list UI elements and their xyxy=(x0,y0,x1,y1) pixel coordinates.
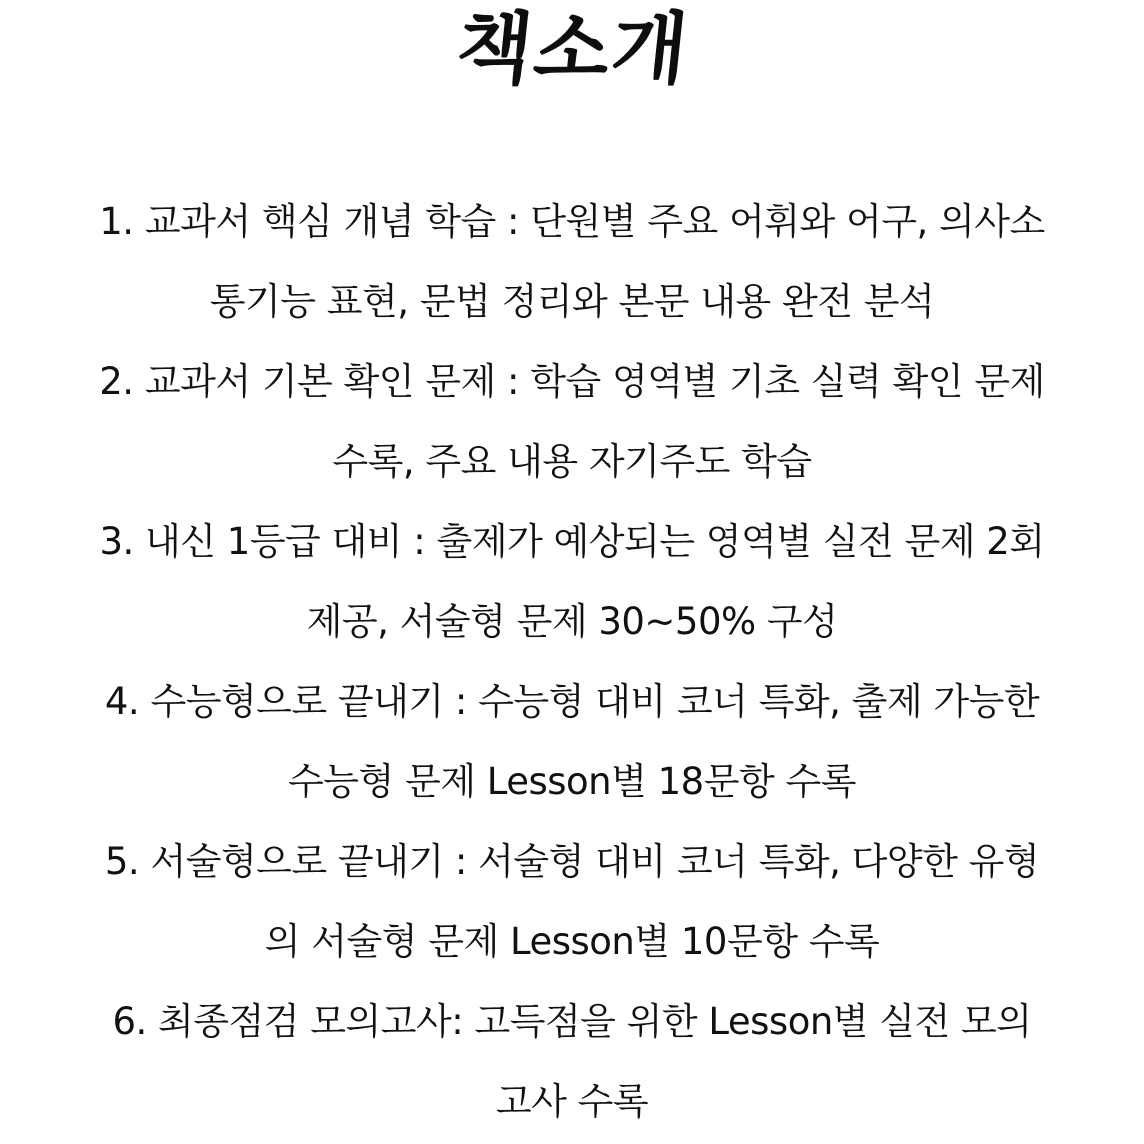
list-item-line: 5. 서술형으로 끝내기 : 서술형 대비 코너 특화, 다양한 유형 xyxy=(104,840,1040,883)
list-item-line: 2. 교과서 기본 확인 문제 : 학습 영역별 기초 실력 확인 문제 xyxy=(99,360,1045,403)
list-item-line: 6. 최종점검 모의고사: 고득점을 위한 Lesson별 실전 모의 xyxy=(112,1000,1032,1043)
list-item-line: 의 서술형 문제 Lesson별 10문항 수록 xyxy=(264,920,880,963)
list-item xyxy=(40,342,1104,502)
list-item xyxy=(40,502,1104,662)
list-item-line: 제공, 서술형 문제 30~50% 구성 xyxy=(306,600,838,643)
list-item-line: 1. 교과서 핵심 개념 학습 : 단원별 주요 어휘와 어구, 의사소 xyxy=(99,200,1045,243)
list-item xyxy=(40,182,1104,342)
list-item-line: 고사 수록 xyxy=(495,1080,649,1123)
book-intro-list xyxy=(40,182,1104,1142)
list-item-line: 수록, 주요 내용 자기주도 학습 xyxy=(332,440,812,483)
list-item-line: 3. 내신 1등급 대비 : 출제가 예상되는 영역별 실전 문제 2회 xyxy=(99,520,1045,563)
list-item xyxy=(40,982,1104,1142)
page-title: 책소개 xyxy=(452,4,694,95)
list-item-line: 통기능 표현, 문법 정리와 본문 내용 완전 분석 xyxy=(209,280,935,323)
list-item-line: 수능형 문제 Lesson별 18문항 수록 xyxy=(288,760,856,803)
list-item xyxy=(40,822,1104,982)
list-item-line: 4. 수능형으로 끝내기 : 수능형 대비 코너 특화, 출제 가능한 xyxy=(104,680,1040,723)
list-item xyxy=(40,662,1104,822)
